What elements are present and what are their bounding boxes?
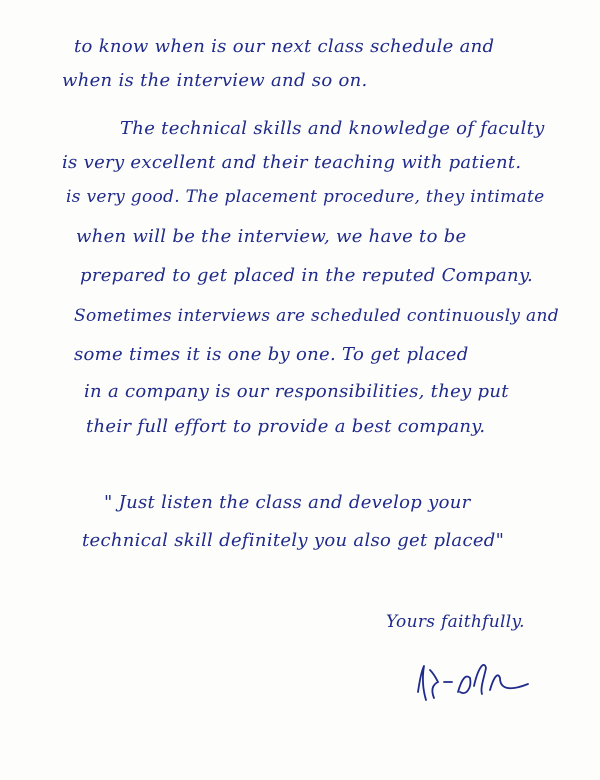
letter-line-1: to know when is our next class schedule and [74,36,495,57]
letter-line-11: their full effort to provide a best company. [86,416,486,437]
letter-line-9: some times it is one by one. To get placed [74,344,469,365]
closing-yours-faithfully: Yours faithfully. [386,612,525,632]
letter-line-6: when will be the interview, we have to be [76,226,467,247]
letter-line-12: " Just listen the class and develop your [104,492,471,513]
letter-line-2: when is the interview and so on. [62,70,368,91]
letter-line-3: The technical skills and knowledge of faculty [120,118,545,139]
letter-line-8: Sometimes interviews are scheduled continuously and [74,306,559,326]
letter-line-13: technical skill definitely you also get placed" [82,530,505,551]
letter-line-5: is very good. The placement procedure, they intimate [66,187,545,207]
signature-scribble [400,648,550,708]
letter-line-4: is very excellent and their teaching with patient. [62,152,522,173]
letter-line-10: in a company is our responsibilities, they put [84,381,509,402]
letter-line-7: prepared to get placed in the reputed Company. [80,265,534,286]
